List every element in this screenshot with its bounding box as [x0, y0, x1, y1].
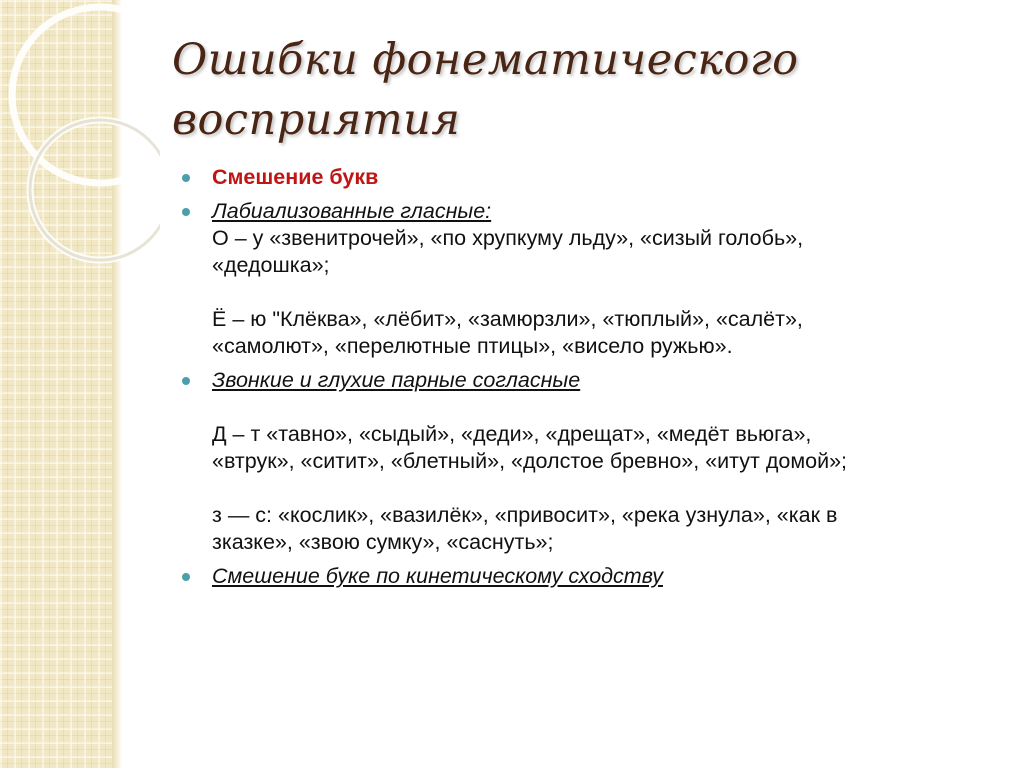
example-line: «втрук», «ситит», «блетный», «долстое бревно», «итут домой»;	[212, 449, 848, 473]
item-heading: Смешение буке по кинетическому сходству	[212, 564, 663, 588]
example-line: «дедошка»;	[212, 253, 330, 277]
bullet-dot-icon	[182, 208, 190, 216]
list-item	[182, 198, 992, 360]
bullet-dot-icon	[182, 377, 190, 385]
decorative-rings	[0, 0, 160, 300]
spacer	[212, 279, 992, 306]
item-heading: Лабиализованные гласные:	[212, 199, 492, 223]
slide-title	[172, 30, 972, 150]
bullet-dot-icon	[182, 573, 190, 581]
ring-large	[12, 7, 160, 183]
ring-small-shadow	[30, 120, 160, 260]
list-item	[182, 367, 992, 556]
title-line-2: восприятия	[172, 95, 461, 145]
bullet-list	[182, 164, 992, 597]
example-line: Ё – ю "Клёква», «лёбит», «замюрзли», «тюплый», «салёт»,	[212, 307, 803, 331]
example-line: з — с: «кослик», «вазилёк», «привосит», «река узнула», «как в	[212, 503, 838, 527]
title-line-1: Ошибки фонематического	[172, 35, 799, 85]
list-item	[182, 563, 992, 590]
item-heading: Звонкие и глухие парные согласные	[212, 368, 581, 392]
item-heading: Смешение букв	[212, 165, 379, 189]
bullet-dot-icon	[182, 174, 190, 182]
spacer	[212, 475, 992, 502]
example-line: «самолют», «перелютные птицы», «висело ружью».	[212, 334, 733, 358]
spacer	[212, 394, 992, 421]
example-line: Д – т «тавно», «сыдый», «деди», «дрещат», «медёт вьюга»,	[212, 422, 812, 446]
list-item	[182, 164, 992, 191]
example-line: О – у «звенитрочей», «по хрупкуму льду», «сизый голобь»,	[212, 226, 804, 250]
example-line: зказке», «звою сумку», «саснуть»;	[212, 530, 554, 554]
